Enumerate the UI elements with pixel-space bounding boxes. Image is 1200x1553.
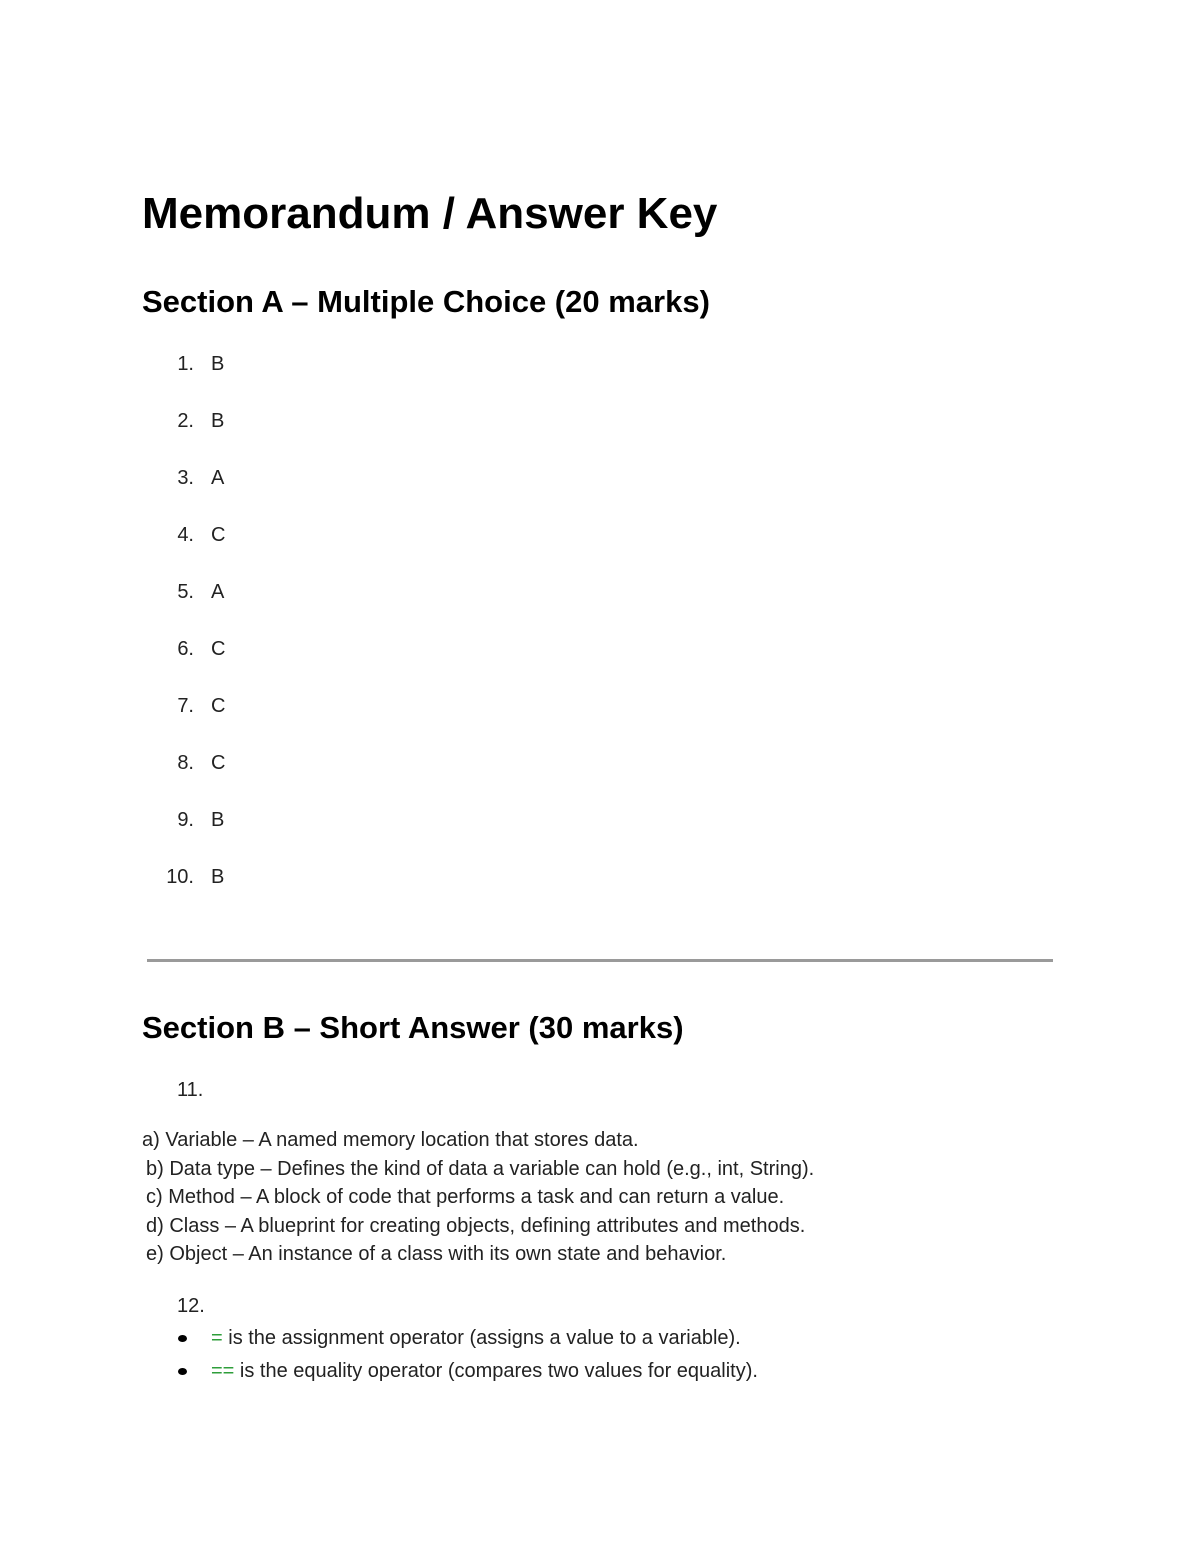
answer-letter: C — [211, 638, 226, 660]
answer-item — [0, 805, 400, 835]
question-number: 10. — [166, 866, 194, 888]
question-number: 3. — [177, 467, 194, 489]
answer-item — [0, 577, 400, 607]
answer-item — [0, 406, 400, 436]
bullet-description: is the equality operator (compares two values for equality). — [234, 1360, 758, 1382]
answer-letter: B — [211, 410, 225, 432]
bullet-text — [211, 1357, 758, 1385]
question-number: 2. — [177, 410, 194, 432]
answer-item — [0, 520, 400, 550]
section-a-heading: Section A – Multiple Choice (20 marks) — [142, 284, 710, 319]
question-number: 6. — [177, 638, 194, 660]
answer-letter: B — [211, 809, 225, 831]
answer-item — [0, 748, 400, 778]
definition-line: e) Object – An instance of a class with its own state and behavior. — [146, 1243, 727, 1265]
answer-item — [0, 691, 400, 721]
bullet-description: is the assignment operator (assigns a value to a variable). — [222, 1327, 741, 1349]
definition-line: d) Class – A blueprint for creating objects, defining attributes and methods. — [146, 1215, 806, 1237]
section-divider — [147, 959, 1053, 962]
bullet-item — [0, 1357, 900, 1385]
definition-line: c) Method – A block of code that performs a task and can return a value. — [146, 1186, 785, 1208]
equality-operator: == — [211, 1360, 235, 1382]
question-number: 7. — [177, 695, 194, 717]
definition-line: a) Variable – A named memory location that stores data. — [142, 1129, 639, 1151]
definition-line: b) Data type – Defines the kind of data a variable can hold (e.g., int, String). — [146, 1158, 815, 1180]
answer-letter: A — [211, 467, 225, 489]
bullet-text — [211, 1324, 741, 1352]
question-number: 9. — [177, 809, 194, 831]
answer-letter: C — [211, 695, 226, 717]
answer-letter: B — [211, 866, 225, 888]
bullet-item — [0, 1324, 900, 1352]
answer-item — [0, 634, 400, 664]
question-number: 8. — [177, 752, 194, 774]
section-b-heading: Section B – Short Answer (30 marks) — [142, 1010, 684, 1045]
bullet-icon — [178, 1335, 187, 1342]
question-number: 1. — [177, 353, 194, 375]
question-11-label: 11. — [177, 1079, 204, 1101]
answer-item — [0, 862, 400, 892]
page-title: Memorandum / Answer Key — [142, 189, 718, 238]
answer-letter: C — [211, 524, 226, 546]
question-12-label: 12. — [177, 1295, 205, 1317]
answer-letter: B — [211, 353, 225, 375]
answer-item — [0, 463, 400, 493]
question-number: 4. — [177, 524, 194, 546]
assignment-operator: = — [211, 1327, 223, 1349]
answer-letter: A — [211, 581, 225, 603]
answer-letter: C — [211, 752, 226, 774]
answer-item — [0, 349, 400, 379]
question-number: 5. — [177, 581, 194, 603]
bullet-icon — [178, 1368, 187, 1375]
